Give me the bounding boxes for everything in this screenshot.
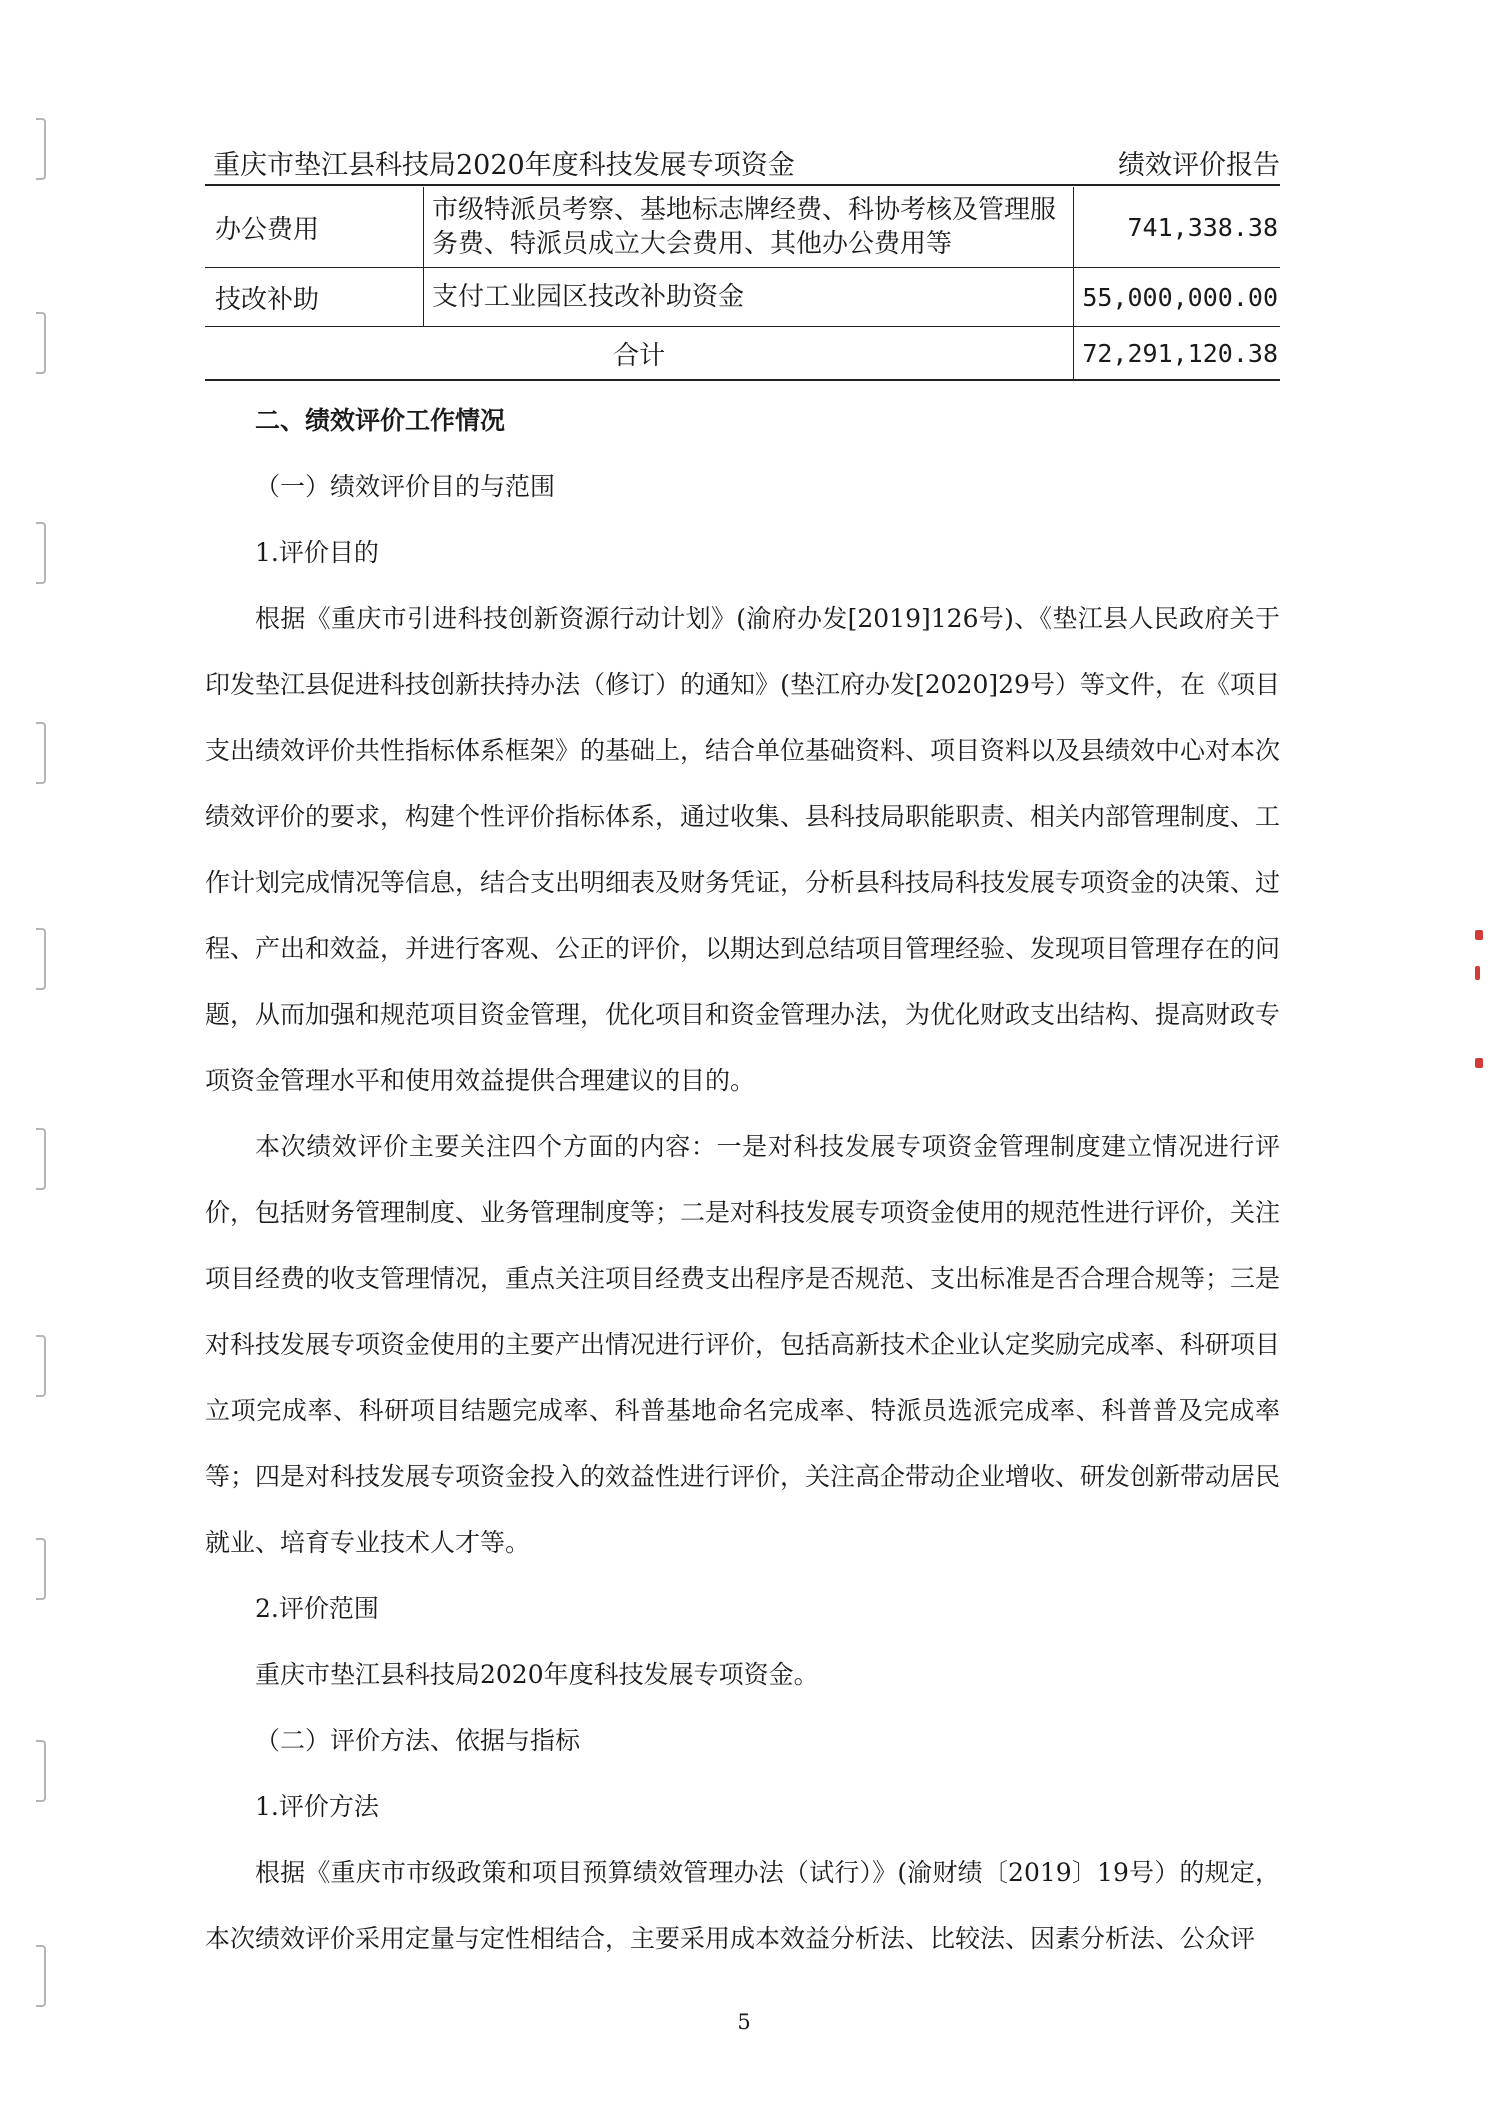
- page-number: 5: [737, 2010, 751, 2034]
- cost-category: 办公费用: [205, 187, 424, 268]
- cost-amount: 55,000,000.00: [1074, 268, 1280, 327]
- binding-mark-icon: [36, 312, 46, 374]
- cost-table: [205, 187, 1280, 381]
- cost-amount: 741,338.38: [1074, 187, 1280, 268]
- binding-mark-icon: [36, 522, 46, 584]
- cost-content: 市级特派员考察、基地标志牌经费、科协考核及管理服务费、特派员成立大会费用、其他办公费用等: [424, 187, 1074, 268]
- binding-mark-icon: [36, 1538, 46, 1600]
- item-heading: 1.评价目的: [255, 538, 379, 567]
- paragraph: 重庆市垫江县科技局2020年度科技发展专项资金。: [255, 1660, 819, 1689]
- paragraph: 本次绩效评价主要关注四个方面的内容：一是对科技发展专项资金管理制度建立情况进行评价，包括财务管理制度、业务管理制度等；二是对科技发展专项资金使用的规范性进行评价，关注项目经费的收支管理情况，重点关注项目经费支出程序是否规范、支出标准是否合理合规等；三是对科技发展专项资金使用的主要产出情况进行评价，包括高新技术企业认定奖励完成率、科研项目立项完成率、科研项目结题完成率、科普基地命名完成率、特派员选派完成率、科普普及完成率等；四是对科技发展专项资金投入的效益性进行评价，关注高企带动企业增收、研发创新带动居民就业、培育专业技术人才等。: [205, 1132, 1281, 1557]
- item-heading: 2.评价范围: [255, 1594, 379, 1623]
- header-report-type: 绩效评价报告: [1118, 150, 1280, 181]
- total-amount: 72,291,120.38: [1074, 327, 1280, 381]
- paragraph: 根据《重庆市引进科技创新资源行动计划》(渝府办发[2019]126号)、《垫江县人民政府关于印发垫江县促进科技创新扶持办法（修订）的通知》(垫江府办发[2020]29号）等文件，在《项目支出绩效评价共性指标体系框架》的基础上，结合单位基础资料、项目资料以及县绩效中心对本次绩效评价的要求，构建个性评价指标体系，通过收集、县科技局职能职责、相关内部管理制度、工作计划完成情况等信息，结合支出明细表及财务凭证，分析县科技局科技发展专项资金的决策、过程、产出和效益，并进行客观、公正的评价，以期达到总结项目管理经验、发现项目管理存在的问题，从而加强和规范项目资金管理，优化项目和资金管理办法，为优化财政支出结构、提高财政专项资金管理水平和使用效益提供合理建议的目的。: [205, 604, 1281, 1095]
- table-row: [205, 268, 1280, 327]
- subsection-heading: （二）评价方法、依据与指标: [255, 1726, 581, 1755]
- seal-edge-icon: [1475, 966, 1480, 980]
- paragraph: 根据《重庆市市级政策和项目预算绩效管理办法（试行）》(渝财绩〔2019〕19号）的规定，本次绩效评价采用定量与定性相结合，主要采用成本效益分析法、比较法、因素分析法、公众评: [205, 1858, 1280, 1953]
- header-title: 重庆市垫江县科技局2020年度科技发展专项资金: [213, 150, 795, 181]
- binding-mark-icon: [36, 1740, 46, 1802]
- binding-mark-icon: [36, 1128, 46, 1190]
- document-body: [205, 388, 1280, 1972]
- running-header: [205, 142, 1280, 186]
- cost-content: 支付工业园区技改补助资金: [424, 268, 1074, 327]
- seal-edge-icon: [1475, 930, 1483, 940]
- section-heading: 二、绩效评价工作情况: [255, 406, 506, 435]
- table-row: [205, 187, 1280, 268]
- cost-category: 技改补助: [205, 268, 424, 327]
- binding-mark-icon: [36, 1945, 46, 2007]
- subsection-heading: （一）绩效评价目的与范围: [255, 472, 556, 501]
- table-total-row: [205, 327, 1280, 381]
- binding-mark-icon: [36, 928, 46, 990]
- total-label: 合计: [205, 327, 1074, 381]
- seal-edge-icon: [1475, 1058, 1483, 1068]
- binding-mark-icon: [36, 1335, 46, 1397]
- binding-mark-icon: [36, 722, 46, 784]
- item-heading: 1.评价方法: [255, 1792, 379, 1821]
- binding-mark-icon: [36, 118, 46, 180]
